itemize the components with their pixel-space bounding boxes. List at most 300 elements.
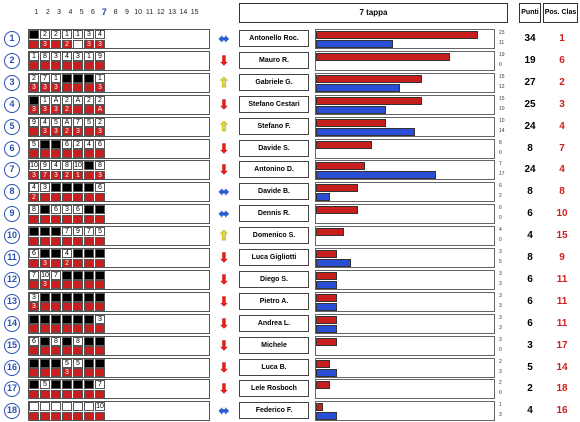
result-cell: 3 [51, 127, 61, 136]
blue-bar-value: 0 [499, 346, 502, 353]
rank-badge: 13 [4, 294, 20, 310]
result-cell [29, 96, 39, 105]
position-value: 4 [559, 120, 565, 132]
column-number: 3 [57, 9, 62, 16]
blue-bar-value: 0 [499, 390, 502, 397]
position-value: 11 [556, 295, 568, 307]
red-bar-value: 4 [499, 227, 502, 234]
down-arrow-icon: ⬇ [218, 293, 230, 309]
blue-bar-value: 0 [499, 215, 502, 222]
score-bars [315, 95, 495, 115]
result-cell [62, 149, 72, 158]
result-cell [62, 74, 72, 83]
red-bar-value: 3 [499, 249, 502, 255]
player-name: Pietro A. [239, 293, 309, 310]
player-name: Michele [239, 337, 309, 354]
position-value: 17 [556, 339, 568, 351]
column-number: 9 [124, 9, 129, 16]
result-cell [51, 140, 61, 149]
blue-bar [316, 193, 330, 201]
result-cell: A [73, 96, 83, 105]
blue-bar [316, 325, 337, 333]
result-cell [95, 193, 105, 202]
result-cell [40, 237, 50, 246]
result-cell [51, 249, 61, 258]
rank-badge: 5 [4, 119, 20, 135]
result-cell: 1 [95, 74, 105, 83]
result-cell: 2 [40, 30, 50, 39]
result-cell: 3 [62, 368, 72, 377]
column-number: 6 [91, 9, 95, 16]
result-cell: 6 [95, 183, 105, 192]
red-bar [316, 53, 450, 61]
result-cell [95, 346, 105, 355]
down-arrow-icon: ⬇ [218, 359, 230, 375]
player-name: Mauro R. [239, 52, 309, 69]
result-cell: 1 [73, 171, 83, 180]
result-cell [51, 149, 61, 158]
result-cell: 7 [29, 271, 39, 280]
player-name: Antonello Roc. [239, 30, 309, 47]
result-cell [62, 390, 72, 399]
result-cell [73, 40, 83, 49]
rank-badge: 3 [4, 75, 20, 91]
result-cell [51, 227, 61, 236]
result-cell: 3 [95, 83, 105, 92]
blue-bar [316, 106, 386, 114]
steady-arrow-icon: ⬌ [218, 206, 230, 222]
result-cell: 1 [29, 52, 39, 61]
points-value: 5 [527, 361, 533, 373]
red-bar [316, 184, 358, 192]
result-cell [95, 302, 105, 311]
result-cell [84, 161, 94, 170]
player-name: Diego S. [239, 271, 309, 288]
result-cell [73, 293, 83, 302]
points-value: 6 [527, 208, 533, 220]
result-cell: 3 [40, 40, 50, 49]
blue-bar [316, 281, 337, 289]
result-cell [40, 412, 50, 421]
result-cell [40, 293, 50, 302]
points-value: 24 [524, 164, 536, 176]
result-cell: 3 [95, 171, 105, 180]
result-cell [73, 412, 83, 421]
rank-badge: 14 [4, 316, 20, 332]
result-cell: 7 [73, 118, 83, 127]
score-bars [315, 248, 495, 268]
result-cell [84, 237, 94, 246]
result-cell: 10 [41, 271, 49, 279]
points-value: 6 [527, 317, 533, 329]
rank-badge: 10 [4, 228, 20, 244]
result-cell [84, 324, 94, 333]
results-grid [28, 139, 210, 159]
blue-bar-value: 10 [499, 105, 505, 112]
player-name: Davide S. [239, 140, 309, 157]
result-cell: 2 [51, 30, 61, 39]
up-arrow-icon: ⇧ [218, 118, 230, 134]
result-cell [51, 368, 61, 377]
result-cell: 5 [73, 359, 83, 368]
position-value: 18 [556, 383, 568, 395]
column-number: 7 [101, 7, 107, 17]
result-cell [95, 324, 105, 333]
result-cell: 3 [29, 83, 39, 92]
score-bars [315, 226, 495, 246]
result-cell [40, 149, 50, 158]
result-cell [51, 193, 61, 202]
down-arrow-icon: ⬇ [218, 315, 230, 331]
blue-bar-value: 2 [499, 193, 502, 200]
result-cell [73, 302, 83, 311]
result-cell [40, 402, 50, 411]
result-cell: 7 [40, 74, 50, 83]
result-cell [62, 337, 72, 346]
result-cell [84, 105, 94, 114]
result-cell: 4 [40, 118, 50, 127]
result-cell [40, 302, 50, 311]
up-arrow-icon: ⇧ [218, 74, 230, 90]
result-cell: 5 [84, 118, 94, 127]
result-cell [29, 412, 39, 421]
result-cell [51, 302, 61, 311]
score-bars [315, 139, 495, 159]
results-grid [28, 379, 210, 399]
up-arrow-icon: ⇧ [218, 228, 230, 244]
result-cell [62, 193, 72, 202]
result-cell: 2 [62, 171, 72, 180]
player-name: Federico F. [239, 402, 309, 419]
result-cell [51, 293, 61, 302]
result-cell [62, 183, 72, 192]
result-cell: 1 [73, 30, 83, 39]
rank-badge: 15 [4, 338, 20, 354]
rank-badge: 6 [4, 141, 20, 157]
result-cell [73, 237, 83, 246]
result-cell: 2 [62, 105, 72, 114]
red-bar [316, 360, 330, 368]
result-cell [62, 380, 72, 389]
blue-bar [316, 171, 436, 179]
result-cell [84, 368, 94, 377]
result-cell: 2 [29, 74, 39, 83]
position-value: 14 [556, 361, 568, 373]
red-bar-value: 3 [499, 292, 502, 299]
result-cell [73, 390, 83, 399]
result-cell [95, 390, 105, 399]
result-cell: 2 [62, 96, 72, 105]
results-grid [28, 292, 210, 312]
result-cell: 9 [73, 227, 83, 236]
result-cell: 7 [95, 380, 105, 389]
result-cell: 3 [51, 105, 61, 114]
result-cell: 2 [29, 193, 39, 202]
result-cell [73, 324, 83, 333]
result-cell [40, 337, 50, 346]
red-bar [316, 294, 337, 302]
result-cell: 6 [95, 140, 105, 149]
player-name: Gabriele G. [239, 74, 309, 91]
result-cell [95, 412, 105, 421]
blue-bar-value: 17 [499, 171, 505, 178]
rank-badge: 18 [4, 403, 20, 419]
result-cell [73, 315, 83, 324]
down-arrow-icon: ⬇ [218, 250, 230, 265]
red-bar [316, 141, 372, 149]
red-bar-value: 19 [499, 51, 505, 58]
player-name: Stefano F. [239, 118, 309, 135]
result-cell [73, 259, 83, 268]
blue-bar-value: 12 [499, 83, 505, 90]
result-cell: 2 [62, 40, 72, 49]
points-header: Punti [519, 3, 541, 23]
score-bars [315, 117, 495, 137]
down-arrow-icon: ⬇ [218, 96, 230, 112]
result-cell [40, 140, 50, 149]
results-grid [28, 182, 210, 202]
red-bar-value: 3 [499, 270, 502, 277]
result-cell: 3 [40, 83, 50, 92]
result-cell: 1 [40, 96, 50, 105]
result-cell: 6 [51, 205, 61, 214]
result-cell: 3 [29, 302, 39, 311]
red-bar-value: 15 [499, 95, 505, 102]
result-cell [84, 61, 94, 70]
down-arrow-icon: ⬇ [218, 381, 230, 397]
result-cell [51, 346, 61, 355]
result-cell: 6 [73, 205, 83, 214]
result-cell [29, 390, 39, 399]
points-value: 19 [524, 54, 536, 66]
blue-bar-value: 3 [499, 280, 502, 287]
result-cell: 3 [51, 171, 61, 180]
result-cell: 3 [40, 280, 50, 289]
results-grid [28, 226, 210, 246]
result-cell [29, 380, 39, 389]
result-cell [95, 271, 105, 280]
column-number: 8 [113, 9, 118, 16]
result-cell [62, 237, 72, 246]
player-name: Antonino D. [239, 161, 309, 178]
points-value: 8 [527, 252, 533, 263]
result-cell: 4 [62, 249, 72, 258]
position-value: 7 [559, 142, 565, 154]
result-cell [95, 337, 105, 346]
player-name: Stefano Cestari [239, 96, 309, 113]
position-value: 11 [556, 317, 568, 329]
result-cell [84, 402, 94, 411]
result-cell: 9 [40, 161, 50, 170]
result-cell: 7 [51, 271, 61, 280]
result-cell [84, 271, 94, 280]
red-bar-value: 6 [499, 205, 502, 212]
result-cell [73, 215, 83, 224]
result-cell [95, 215, 105, 224]
column-number: 15 [190, 9, 199, 16]
position-value: 3 [559, 98, 565, 110]
result-cell [73, 368, 83, 377]
rank-badge: 9 [4, 206, 20, 222]
stage-title: 7 tappa [239, 3, 508, 23]
result-cell: 1 [84, 52, 94, 61]
red-bar [316, 31, 478, 39]
rank-badge: 16 [4, 360, 20, 376]
result-cell: 6 [62, 140, 72, 149]
result-cell: 5 [29, 140, 39, 149]
result-cell [95, 368, 105, 377]
result-cell: 3 [73, 52, 83, 61]
score-bars [315, 336, 495, 356]
score-bars [315, 358, 495, 378]
blue-bar-value: 11 [499, 40, 505, 46]
result-cell: 10 [96, 403, 104, 411]
result-cell [51, 380, 61, 389]
results-grid [28, 73, 210, 93]
result-cell: 3 [40, 127, 50, 136]
result-cell [51, 259, 61, 268]
result-cell: 6 [29, 249, 39, 258]
result-cell [62, 346, 72, 355]
result-cell [95, 61, 105, 70]
blue-bar [316, 303, 337, 311]
result-cell [73, 346, 83, 355]
result-cell: 4 [51, 161, 61, 170]
result-cell [62, 293, 72, 302]
result-cell: 10 [30, 162, 38, 170]
result-cell [29, 259, 39, 268]
result-cell: A [62, 118, 72, 127]
result-cell: 3 [29, 105, 39, 114]
result-cell [73, 402, 83, 411]
rank-badge: 7 [4, 162, 20, 178]
blue-bar [316, 369, 337, 377]
result-cell [95, 293, 105, 302]
player-name: Davide B. [239, 183, 309, 200]
results-grid [28, 401, 210, 421]
result-cell [29, 402, 39, 411]
result-cell [29, 280, 39, 289]
score-bars [315, 29, 495, 49]
result-cell [51, 237, 61, 246]
result-cell: 8 [40, 52, 50, 61]
result-cell: 8 [62, 161, 72, 170]
result-cell: 5 [40, 380, 50, 389]
result-cell [73, 74, 83, 83]
result-cell [51, 402, 61, 411]
points-value: 24 [524, 120, 536, 132]
result-cell: 4 [29, 183, 39, 192]
results-grid [28, 270, 210, 290]
red-bar [316, 97, 422, 105]
result-cell [29, 149, 39, 158]
player-name: Dennis R. [239, 205, 309, 222]
result-cell [51, 359, 61, 368]
red-bar [316, 403, 323, 411]
result-cell [62, 83, 72, 92]
red-bar [316, 272, 337, 280]
result-cell: 3 [95, 127, 105, 136]
result-cell [84, 412, 94, 421]
red-bar-value: 10 [499, 117, 505, 124]
blue-bar-value: 5 [499, 259, 502, 265]
down-arrow-icon: ⬇ [218, 162, 230, 178]
column-number: 1 [34, 9, 39, 16]
result-cell: 4 [84, 140, 94, 149]
result-cell [84, 149, 94, 158]
red-bar-value: 8 [499, 139, 502, 146]
red-bar [316, 381, 330, 389]
result-cell [73, 380, 83, 389]
points-value: 8 [527, 186, 533, 198]
result-cell [40, 359, 50, 368]
result-cell [29, 215, 39, 224]
red-bar [316, 338, 337, 346]
result-cell [95, 249, 105, 258]
red-bar-value: 23 [499, 30, 505, 36]
position-value: 9 [559, 252, 565, 263]
result-cell [84, 315, 94, 324]
points-value: 27 [524, 76, 536, 88]
result-cell: 5 [95, 227, 105, 236]
red-bar [316, 206, 358, 214]
result-cell: 8 [29, 205, 39, 214]
blue-bar-value: 14 [499, 127, 505, 134]
result-cell: 3 [51, 83, 61, 92]
result-cell [29, 30, 39, 39]
result-cell: 4 [95, 30, 105, 39]
result-cell [29, 368, 39, 377]
result-cell [29, 315, 39, 324]
result-cell [40, 315, 50, 324]
result-cell [84, 380, 94, 389]
player-name: Luca Gigliotti [239, 249, 309, 266]
red-bar-value: 6 [499, 183, 502, 190]
result-cell: 7 [62, 227, 72, 236]
red-bar [316, 119, 386, 127]
points-value: 6 [527, 295, 533, 307]
position-value: 4 [559, 164, 565, 176]
result-cell [73, 249, 83, 258]
result-cell [84, 83, 94, 92]
result-cell [73, 193, 83, 202]
result-cell [62, 280, 72, 289]
blue-bar-value: 3 [499, 368, 502, 375]
result-cell: 8 [73, 337, 83, 346]
red-bar [316, 250, 337, 258]
results-grid [28, 160, 210, 180]
result-cell: 3 [95, 315, 105, 324]
result-cell [84, 215, 94, 224]
result-cell [40, 61, 50, 70]
result-cell [29, 237, 39, 246]
column-number: 4 [68, 9, 73, 16]
result-cell: 2 [84, 96, 94, 105]
position-value: 8 [559, 186, 565, 198]
blue-bar-value: 0 [499, 61, 502, 68]
result-cell [29, 227, 39, 236]
blue-bar [316, 128, 415, 136]
points-value: 4 [527, 230, 533, 242]
column-number: 14 [179, 9, 188, 16]
position-value: 6 [559, 54, 565, 66]
score-bars [315, 182, 495, 202]
result-cell: A [51, 96, 61, 105]
result-cell [84, 183, 94, 192]
score-bars [315, 314, 495, 334]
result-cell [29, 61, 39, 70]
score-bars [315, 160, 495, 180]
